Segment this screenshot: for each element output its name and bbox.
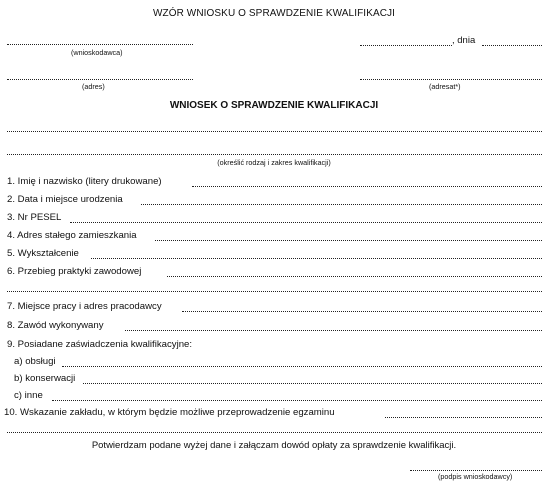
item-residence-label: 4. Adres stałego zamieszkania <box>7 230 137 241</box>
cert-operation-field[interactable] <box>62 366 542 367</box>
occupation-field[interactable] <box>125 330 542 331</box>
addressee-field[interactable] <box>360 79 542 80</box>
addressee-label: (adresat*) <box>429 82 461 91</box>
item-full-name-label: 1. Imię i nazwisko (litery drukowane) <box>7 176 162 187</box>
place-field[interactable] <box>360 45 452 46</box>
cert-maintenance-label: b) konserwacji <box>14 373 76 384</box>
signature-field[interactable] <box>410 470 542 471</box>
cert-other-field[interactable] <box>52 400 542 401</box>
address-label: (adres) <box>82 82 105 91</box>
item-certificates-label: 9. Posiadane zaświadczenia kwalifikacyjne: <box>7 339 193 350</box>
exam-site-field[interactable] <box>385 417 542 418</box>
item-practice-label: 6. Przebieg praktyki zawodowej <box>7 266 142 277</box>
qualification-scope-line-1[interactable] <box>7 131 542 132</box>
pesel-field[interactable] <box>70 222 542 223</box>
qualification-scope-line-2[interactable] <box>7 154 542 155</box>
item-exam-site-label: 10. Wskazanie zakładu, w którym będzie możliwe przeprowadzenie egzaminu <box>4 407 335 418</box>
qualification-scope-label: (określić rodzaj i zakres kwalifikacji) <box>217 158 331 167</box>
address-field[interactable] <box>7 79 193 80</box>
residence-field[interactable] <box>155 240 542 241</box>
practice-field-continued[interactable] <box>7 291 542 292</box>
full-name-field[interactable] <box>192 186 542 187</box>
applicant-field[interactable] <box>7 44 193 45</box>
item-occupation-label: 8. Zawód wykonywany <box>7 320 104 331</box>
practice-field[interactable] <box>167 276 542 277</box>
date-label: , dnia <box>452 35 476 46</box>
education-field[interactable] <box>91 258 542 259</box>
item-education-label: 5. Wykształcenie <box>7 248 79 259</box>
exam-site-field-continued[interactable] <box>7 432 542 433</box>
cert-maintenance-field[interactable] <box>83 383 542 384</box>
cert-other-label: c) inne <box>14 390 43 401</box>
form-title: WNIOSEK O SPRAWDZENIE KWALIFIKACJI <box>169 100 379 111</box>
item-employer-label: 7. Miejsce pracy i adres pracodawcy <box>7 301 162 312</box>
signature-label: (podpis wnioskodawcy) <box>438 472 513 481</box>
employer-field[interactable] <box>182 311 542 312</box>
item-pesel-label: 3. Nr PESEL <box>7 212 62 223</box>
item-birth-label: 2. Data i miejsce urodzenia <box>7 194 123 205</box>
confirmation-statement: Potwierdzam podane wyżej dane i załączam dowód opłaty za sprawdzenie kwalifikacji. <box>91 440 457 451</box>
date-field[interactable] <box>482 45 542 46</box>
applicant-label: (wnioskodawca) <box>71 48 123 57</box>
document-heading: WZÓR WNIOSKU O SPRAWDZENIE KWALIFIKACJI <box>152 8 396 19</box>
cert-operation-label: a) obsługi <box>14 356 56 367</box>
birth-field[interactable] <box>141 204 542 205</box>
